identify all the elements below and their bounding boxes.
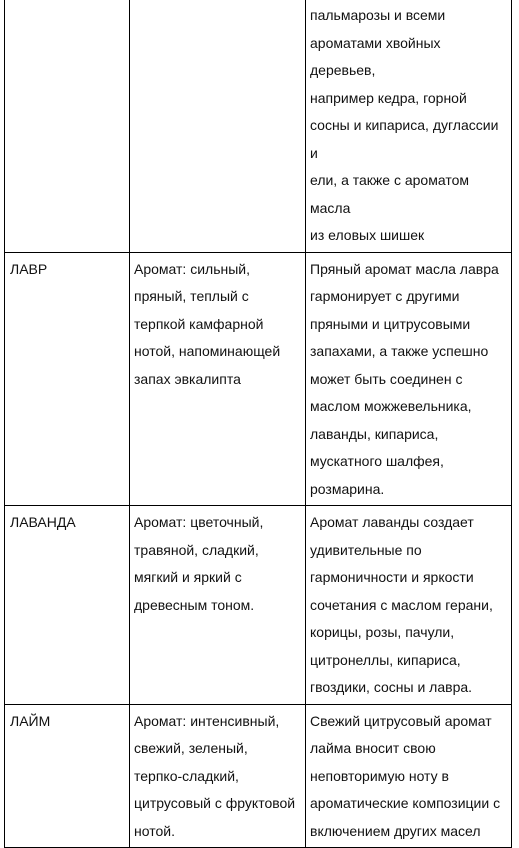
oil-name-cell xyxy=(5,0,130,252)
table-row xyxy=(5,252,512,506)
aroma-description-cell xyxy=(130,0,306,252)
table-row xyxy=(5,0,512,252)
combination-cell: Свежий цитрусовый аромат лайма вносит свою неповторимую ноту в ароматические композиции с включением других масел xyxy=(306,704,512,848)
table-row xyxy=(5,704,512,848)
aroma-table xyxy=(4,0,512,848)
aroma-description-cell: Аромат: интенсивный, свежий, зеленый, терпко-сладкий, цитрусовый с фруктовой нотой. xyxy=(130,704,306,848)
combination-cell: Аромат лаванды создает удивительные по гармоничности и яркости сочетания с маслом герани, корицы, розы, пачули, цитронеллы, кипариса, гвоздики, сосны и лавра. xyxy=(306,506,512,705)
combination-cell: пальмарозы и всеми ароматами хвойных деревьев, например кедра, горной сосны и кипариса, дуглассии и ели, а также с ароматом масла из еловых шишек xyxy=(306,0,512,252)
aroma-description-cell: Аромат: сильный, пряный, теплый с терпкой камфарной нотой, напоминающей запах эвкалипта xyxy=(130,252,306,506)
table-row xyxy=(5,506,512,705)
oil-name-cell: ЛАВР xyxy=(5,252,130,506)
oil-name-cell: ЛАВАНДА xyxy=(5,506,130,705)
oil-name-cell: ЛАЙМ xyxy=(5,704,130,848)
aroma-description-cell: Аромат: цветочный, травяной, сладкий, мягкий и яркий с древесным тоном. xyxy=(130,506,306,705)
combination-cell: Пряный аромат масла лавра гармонирует с другими пряными и цитрусовыми запахами, а также успешно может быть соединен с маслом можжевельника, лаванды, кипариса, мускатного шалфея, розмарина. xyxy=(306,252,512,506)
